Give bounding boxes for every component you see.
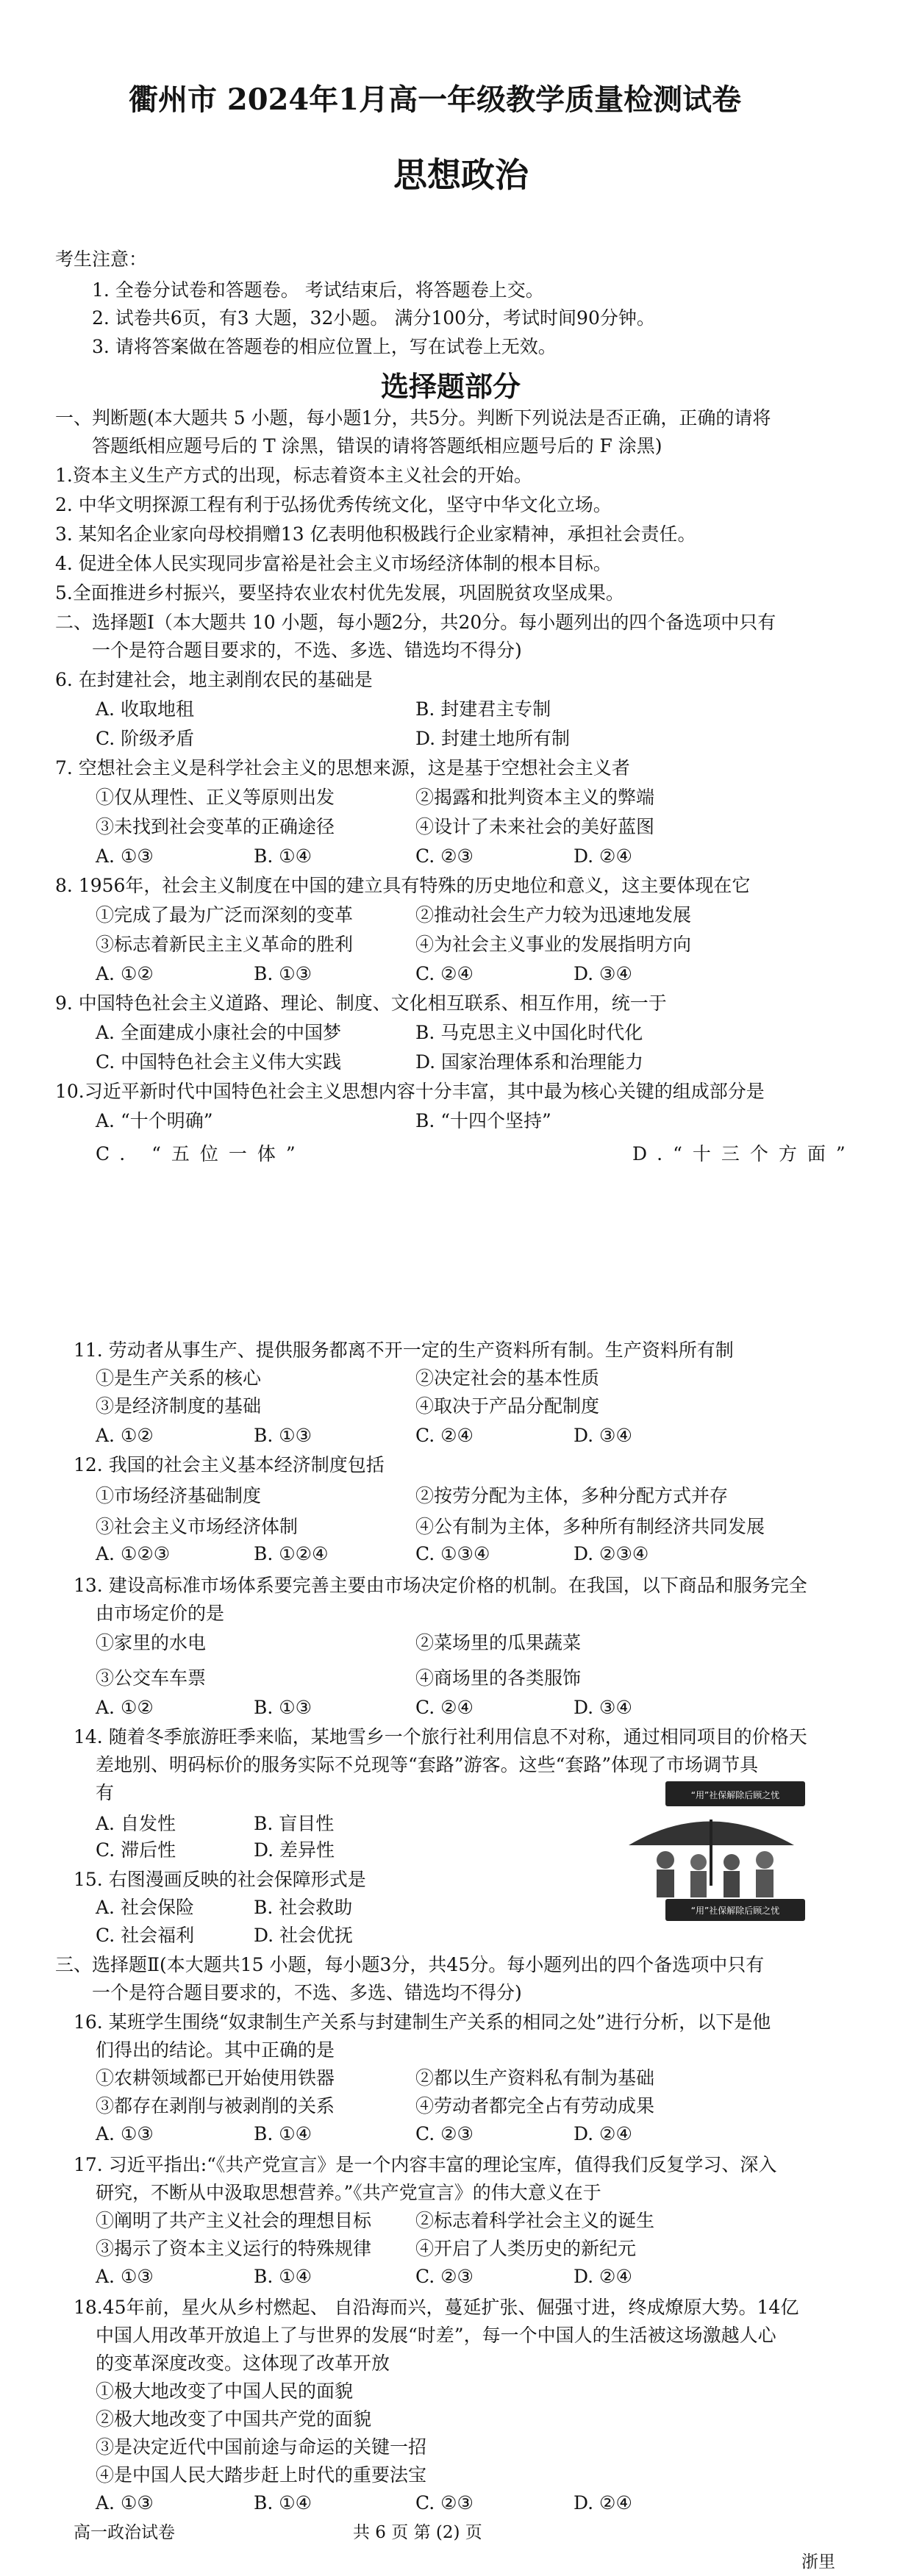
cartoon-caption-top: “用”社保解除后顾之忧 [690, 1790, 780, 1800]
option: D. 国家治理体系和治理能力 [415, 1051, 644, 1073]
question-stem: 13. 建设高标准市场体系要完善主要由市场决定价格的机制。在我国，以下商品和服务完全 [74, 1575, 807, 1596]
question-stem: 研究，不断从中汲取思想营养。”《共产党宣言》的伟大意义在于 [96, 2182, 601, 2203]
statement: ①仅从理性、正义等原则出发 [96, 787, 335, 808]
question-stem: 7. 空想社会主义是科学社会主义的思想来源，这是基于空想社会主义者 [55, 757, 630, 779]
option: A. 全面建成小康社会的中国梦 [96, 1022, 341, 1043]
statement: ③标志着新民主主义革命的胜利 [96, 934, 354, 955]
judgement-item: 5.全面推进乡村振兴，要坚持农业农村优先发展，巩固脱贫攻坚成果。 [55, 582, 624, 604]
option: A. 自发性 [96, 1813, 176, 1834]
statement: ②揭露和批判资本主义的弊端 [415, 787, 655, 808]
cartoon-figure-body [657, 1870, 674, 1897]
question-stem: 8. 1956年，社会主义制度在中国的建立具有特殊的历史地位和意义，这主要体现在它 [55, 875, 751, 896]
option: D. ②④ [574, 2123, 632, 2144]
section-title: 选择题部分 [381, 370, 521, 403]
statement: ①完成了最为广泛而深刻的变革 [96, 904, 354, 926]
statement: ③是决定近代中国前途与命运的关键一招 [96, 2436, 427, 2458]
option: A. ①②③ [96, 1543, 171, 1564]
footer-right: 浙里 [801, 2552, 835, 2572]
option: B. ①④ [254, 2492, 312, 2514]
option: B. ①④ [254, 2266, 312, 2287]
statement: ②决定社会的基本性质 [415, 1367, 600, 1389]
statement: ②极大地改变了中国共产党的面貌 [96, 2408, 372, 2430]
cartoon-figure-head [690, 1854, 707, 1870]
cartoon-illustration [614, 1775, 809, 1922]
question-stem: 6. 在封建社会，地主剥削农民的基础是 [55, 669, 373, 690]
statement: ④设计了未来社会的美好蓝图 [415, 816, 655, 837]
option: A. 收取地租 [96, 698, 194, 720]
option: A. 社会保险 [96, 1897, 194, 1918]
question-stem: 中国人用改革开放追上了与世界的发展“时差”，每一个中国人的生活被这场激越人心 [96, 2325, 776, 2346]
option: C. 阶级矛盾 [96, 728, 195, 749]
question-stem: 14. 随着冬季旅游旺季来临，某地雪乡一个旅行社利用信息不对称，通过相同项目的价格天 [74, 1726, 807, 1747]
part2-heading: 二、选择题Ⅰ（本大题共 10 小题，每小题2分，共20分。每小题列出的四个备选项中只有 [55, 612, 776, 633]
cartoon-figure-body [690, 1871, 707, 1897]
part1-heading: 一、判断题(本大题共 5 小题，每小题1分，共5分。判断下列说法是否正确，正确的请将 [55, 407, 771, 429]
option: D. 封建土地所有制 [415, 728, 571, 749]
statement: ③都存在剥削与被剥削的关系 [96, 2095, 335, 2117]
option: B. ①④ [254, 845, 312, 867]
statement: ②标志着科学社会主义的诞生 [415, 2210, 655, 2231]
question-stem: 16. 某班学生围绕“奴隶制生产关系与封建制生产关系的相同之处”进行分析，以下是他 [74, 2011, 771, 2033]
statement: ④为社会主义事业的发展指明方向 [415, 934, 692, 955]
question-stem: 的变革深度改变。这体现了改革开放 [96, 2353, 390, 2374]
option: B. “十四个坚持” [415, 1110, 551, 1131]
option: C. “五位一体” [96, 1143, 306, 1164]
option: A. ①③ [96, 2266, 154, 2287]
option: D. ③④ [574, 1425, 632, 1446]
cartoon-figure-body [724, 1871, 740, 1897]
exam-title: 衢州市 2024年1月高一年级教学质量检测试卷 [129, 82, 742, 117]
option: C. ②③ [415, 2266, 474, 2287]
question-stem: 们得出的结论。其中正确的是 [96, 2039, 335, 2061]
statement: ④开启了人类历史的新纪元 [415, 2238, 637, 2259]
judgement-item: 4. 促进全体人民实现同步富裕是社会主义市场经济体制的根本目标。 [55, 553, 612, 574]
option: A. ①③ [96, 845, 154, 867]
option: D. 差异性 [254, 1839, 335, 1861]
option: B. 马克思主义中国化时代化 [415, 1022, 643, 1043]
statement: ④商场里的各类服饰 [415, 1667, 582, 1689]
option: D. ②④ [574, 2266, 632, 2287]
option: C. ②③ [415, 2123, 474, 2144]
question-stem: 17. 习近平指出:“《共产党宣言》是一个内容丰富的理论宝库，值得我们反复学习、深入 [74, 2154, 777, 2175]
part3-heading: 三、选择题Ⅱ(本大题共15 小题，每小题3分，共45分。每小题列出的四个备选项中只有 [55, 1954, 765, 1975]
option: D. ②③④ [574, 1543, 649, 1564]
statement: ③未找到社会变革的正确途径 [96, 816, 335, 837]
footer-page-number: 共 6 页 第 (2) 页 [353, 2523, 482, 2542]
statement: ①家里的水电 [96, 1632, 207, 1653]
option: D.“十三个方面” [632, 1143, 856, 1164]
cartoon-figure-head [657, 1851, 674, 1869]
judgement-item: 1.资本主义生产方式的出现，标志着资本主义社会的开始。 [55, 465, 532, 486]
notice-item: 3. 请将答案做在答题卷的相应位置上，写在试卷上无效。 [92, 336, 557, 357]
statement: ④公有制为主体，多种所有制经济共同发展 [415, 1516, 765, 1537]
option: A. ①③ [96, 2123, 154, 2144]
option: D. 社会优抚 [254, 1925, 354, 1946]
cartoon-figure-head [756, 1851, 774, 1869]
question-stem: 18.45年前，星火从乡村燃起、 自沿海而兴，蔓延扩张、倔强寸进，终成燎原大势。14亿 [74, 2297, 799, 2318]
option: B. ①③ [254, 1697, 312, 1718]
judgement-item: 3. 某知名企业家向母校捐赠13 亿表明他积极践行企业家精神，承担社会责任。 [55, 523, 696, 545]
notice-item: 1. 全卷分试卷和答题卷。 考试结束后，将答题卷上交。 [92, 279, 544, 301]
statement: ④劳动者都完全占有劳动成果 [415, 2095, 655, 2117]
option: B. 社会救助 [254, 1897, 353, 1918]
statement: ①市场经济基础制度 [96, 1485, 262, 1506]
option: B. ①④ [254, 2123, 312, 2144]
option: C. ②④ [415, 1697, 474, 1718]
option: D. ②④ [574, 2492, 632, 2514]
option: D. ②④ [574, 845, 632, 867]
statement: ①是生产关系的核心 [96, 1367, 262, 1389]
question-stem: 由市场定价的是 [96, 1603, 225, 1624]
option: C. ②③ [415, 2492, 474, 2514]
question-stem: 有 [96, 1782, 115, 1803]
statement: ①阐明了共产主义社会的理想目标 [96, 2210, 372, 2231]
option: A. “十个明确” [96, 1110, 213, 1131]
option: C. ②③ [415, 845, 474, 867]
cartoon-figure-body [756, 1870, 774, 1897]
question-stem: 9. 中国特色社会主义道路、理论、制度、文化相互联系、相互作用，统一于 [55, 992, 667, 1014]
option: C. 社会福利 [96, 1925, 195, 1946]
judgement-item: 2. 中华文明探源工程有利于弘扬优秀传统文化，坚守中华文化立场。 [55, 494, 612, 515]
notice-heading: 考生注意： [55, 248, 148, 270]
question-stem: 11. 劳动者从事生产、提供服务都离不开一定的生产资料所有制。生产资料所有制 [74, 1339, 734, 1361]
statement: ③是经济制度的基础 [96, 1395, 262, 1417]
question-stem: 12. 我国的社会主义基本经济制度包括 [74, 1454, 385, 1475]
option: A. ①③ [96, 2492, 154, 2514]
statement: ③社会主义市场经济体制 [96, 1516, 299, 1537]
option: A. ①② [96, 963, 154, 984]
option: C. 滞后性 [96, 1839, 176, 1861]
statement: ①极大地改变了中国人民的面貌 [96, 2380, 354, 2402]
statement: ③揭示了资本主义运行的特殊规律 [96, 2238, 372, 2259]
question-stem: 差地别、明码标价的服务实际不兑现等“套路”游客。这些“套路”体现了市场调节具 [96, 1754, 759, 1775]
statement: ②菜场里的瓜果蔬菜 [415, 1632, 582, 1653]
option: A. ①② [96, 1697, 154, 1718]
footer-left: 高一政治试卷 [74, 2523, 175, 2542]
option: C. ②④ [415, 1425, 474, 1446]
question-stem: 10.习近平新时代中国特色社会主义思想内容十分丰富，其中最为核心关键的组成部分是 [55, 1081, 765, 1102]
option: B. 盲目性 [254, 1813, 335, 1834]
cartoon-caption-bottom: “用”社保解除后顾之忧 [690, 1906, 780, 1916]
option: B. ①③ [254, 963, 312, 984]
option: B. 封建君主专制 [415, 698, 551, 720]
cartoon-figure-head [724, 1854, 740, 1870]
option: D. ③④ [574, 1697, 632, 1718]
statement: ④取决于产品分配制度 [415, 1395, 600, 1417]
statement: ②推动社会生产力较为迅速地发展 [415, 904, 692, 926]
option: B. ①③ [254, 1425, 312, 1446]
statement: ①农耕领域都已开始使用铁器 [96, 2067, 335, 2089]
option: C. ②④ [415, 963, 474, 984]
part3-heading: 一个是符合题目要求的，不选、多选、错选均不得分) [92, 1982, 522, 2003]
option: C. ①③④ [415, 1543, 490, 1564]
statement: ④是中国人民大踏步赶上时代的重要法宝 [96, 2464, 427, 2486]
statement: ③公交车车票 [96, 1667, 207, 1689]
option: D. ③④ [574, 963, 632, 984]
statement: ②都以生产资料私有制为基础 [415, 2067, 655, 2089]
part1-heading: 答题纸相应题号后的 T 涂黑，错误的请将答题纸相应题号后的 F 涂黑) [92, 435, 662, 457]
question-stem: 15. 右图漫画反映的社会保障形式是 [74, 1869, 366, 1890]
notice-item: 2. 试卷共6页，有3 大题，32小题。 满分100分，考试时间90分钟。 [92, 307, 655, 329]
option: C. 中国特色社会主义伟大实践 [96, 1051, 342, 1073]
option: B. ①②④ [254, 1543, 329, 1564]
subject-title: 思想政治 [393, 155, 529, 195]
option: A. ①② [96, 1425, 154, 1446]
part2-heading: 一个是符合题目要求的，不选、多选、错选均不得分) [92, 640, 522, 661]
statement: ②按劳分配为主体，多种分配方式并存 [415, 1485, 729, 1506]
